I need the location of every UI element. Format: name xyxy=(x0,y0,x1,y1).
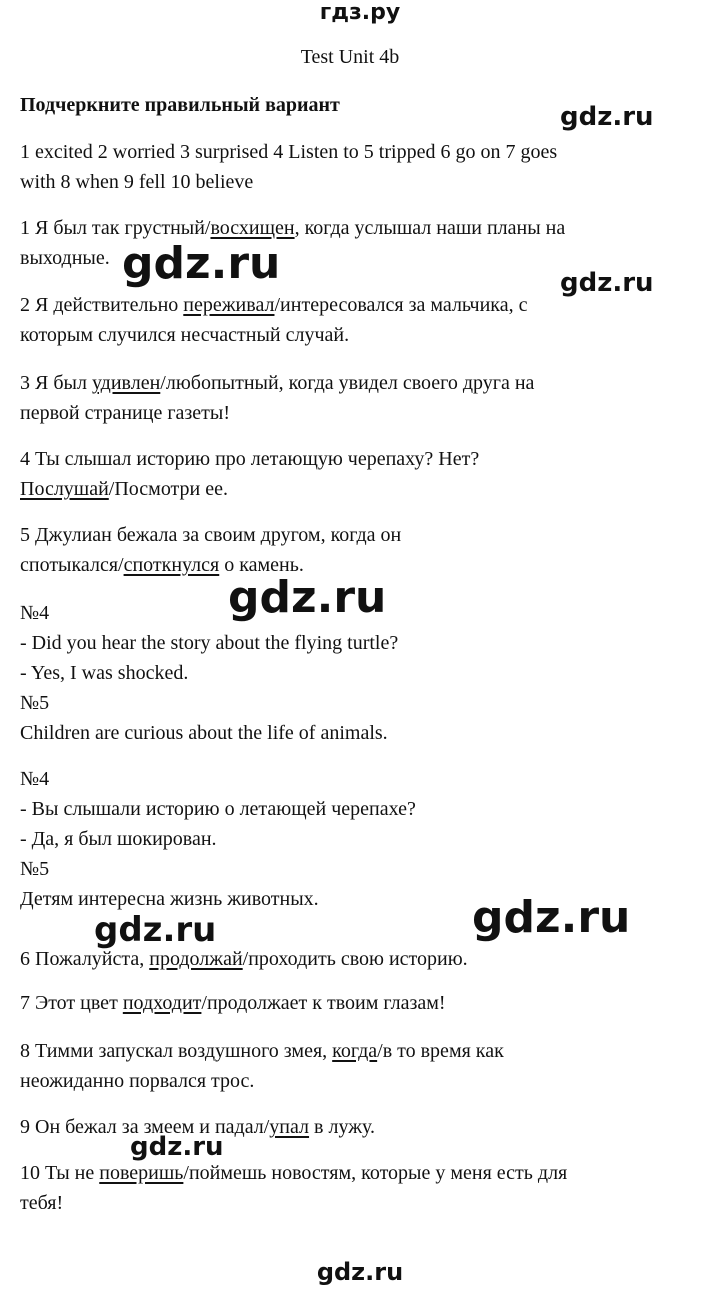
exercise-item-5: 5 Джулиан бежала за своим другом, когда он xyxy=(20,524,402,546)
item-text: 7 Этот цвет xyxy=(20,992,123,1014)
item-text: 6 Пожалуйста, xyxy=(20,948,150,970)
underlined-answer: переживал xyxy=(183,294,275,316)
dialogue-line: - Да, я был шокирован. xyxy=(20,828,217,850)
exercise-item-2 xyxy=(20,290,527,320)
footer-watermark: gdz.ru xyxy=(316,1258,404,1286)
exercise-item-5-cont xyxy=(20,550,304,580)
watermark: gdz.ru xyxy=(94,910,217,950)
item-text: /Посмотри ее. xyxy=(108,478,228,500)
item-text: /в то время как xyxy=(377,1040,504,1062)
item-text: о камень. xyxy=(219,554,304,576)
exercise-item-4-cont xyxy=(20,474,228,504)
exercise-item-4: 4 Ты слышал историю про летающую черепаху? Нет? xyxy=(20,448,480,470)
dialogue-line: - Вы слышали историю о летающей черепахе? xyxy=(20,798,416,820)
underlined-answer: поверишь xyxy=(99,1162,184,1184)
item-text: 8 Тимми запускал воздушного змея, xyxy=(20,1040,333,1062)
exercise-item-1-cont: выходные. xyxy=(20,247,110,269)
item-text: /продолжает к твоим глазам! xyxy=(201,992,446,1014)
site-header: гдз.ру xyxy=(319,0,401,25)
watermark: gdz.ru xyxy=(122,238,281,289)
item-text: /проходить свою историю. xyxy=(242,948,468,970)
exercise-item-8-cont: неожиданно порвался трос. xyxy=(20,1070,255,1092)
exercise-item-7 xyxy=(20,988,446,1018)
dialogue-line: - Yes, I was shocked. xyxy=(20,662,189,684)
task-number: №4 xyxy=(20,768,50,790)
watermark: gdz.ru xyxy=(560,102,654,132)
underlined-answer: восхищен xyxy=(210,217,295,239)
item-text: , когда услышал наши планы на xyxy=(294,217,566,239)
item-text: 9 Он бежал за змеем и падал/ xyxy=(20,1116,270,1138)
item-text: /любопытный, когда увидел своего друга на xyxy=(160,372,535,394)
underlined-answer: упал xyxy=(269,1116,310,1138)
item-text: /поймешь новостям, которые у меня есть для xyxy=(183,1162,568,1184)
exercise-item-3 xyxy=(20,368,534,398)
underlined-answer: споткнулся xyxy=(123,554,220,576)
item-text: в лужу. xyxy=(309,1116,376,1138)
task-number: №5 xyxy=(20,692,50,714)
underlined-answer: удивлен xyxy=(91,372,161,394)
item-text: 3 Я был xyxy=(20,372,92,394)
exercise-item-2-cont: которым случился несчастный случай. xyxy=(20,324,350,346)
underlined-answer: подходит xyxy=(122,992,202,1014)
exercise-item-8 xyxy=(20,1036,504,1066)
sentence: Children are curious about the life of animals. xyxy=(20,722,388,744)
exercise-item-3-cont: первой странице газеты! xyxy=(20,402,231,424)
sentence: Детям интересна жизнь животных. xyxy=(20,888,319,910)
task-number: №4 xyxy=(20,602,50,624)
instruction-heading: Подчеркните правильный вариант xyxy=(20,94,340,116)
item-text: спотыкался/ xyxy=(20,554,124,576)
watermark: gdz.ru xyxy=(130,1132,224,1162)
exercise-item-10-cont: тебя! xyxy=(20,1192,64,1214)
item-text: 10 Ты не xyxy=(20,1162,100,1184)
exercise-item-1 xyxy=(20,213,565,243)
item-text: 1 Я был так грустный/ xyxy=(20,217,211,239)
exercise-item-10 xyxy=(20,1158,567,1188)
underlined-answer: продолжай xyxy=(149,948,243,970)
underlined-answer: когда xyxy=(332,1040,378,1062)
answers-line: with 8 when 9 fell 10 believe xyxy=(20,171,254,193)
page-title: Test Unit 4b xyxy=(300,46,400,68)
item-text: 2 Я действительно xyxy=(20,294,184,316)
exercise-item-6 xyxy=(20,944,468,974)
watermark: gdz.ru xyxy=(472,892,631,943)
dialogue-line: - Did you hear the story about the flying turtle? xyxy=(20,632,399,654)
exercise-item-9 xyxy=(20,1112,375,1142)
answers-line: 1 excited 2 worried 3 surprised 4 Listen to 5 tripped 6 go on 7 goes xyxy=(20,141,558,163)
watermark: gdz.ru xyxy=(228,572,387,623)
task-number: №5 xyxy=(20,858,50,880)
item-text: /интересовался за мальчика, с xyxy=(274,294,528,316)
watermark: gdz.ru xyxy=(560,268,654,298)
underlined-answer: Послушай xyxy=(20,478,109,500)
